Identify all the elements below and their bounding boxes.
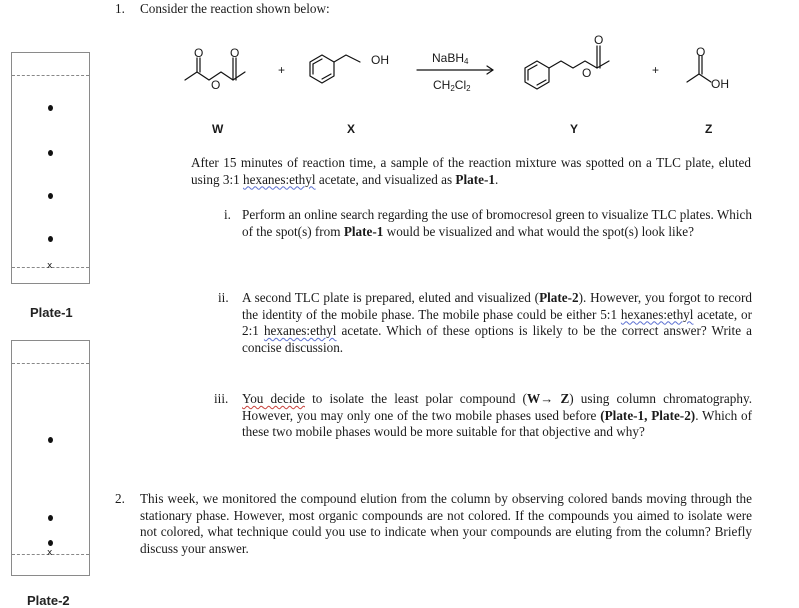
ester-o-carbonyl: O [594,33,604,47]
alcohol-oh-label: OH [371,53,389,67]
solvent-part-a: CH [433,78,451,92]
tlc-spot [48,150,53,156]
sub-i-a: Perform an online search regarding the use of bromocresol green to visualize TLC plates. Which of the spot(s) from [242,207,752,239]
sub-iii-wz: W→ Z [526,391,570,406]
plate-2-label: Plate-2 [27,593,70,608]
tlc-spot [48,437,53,443]
sub-iii-c: . Which of these two mobile phases would be more suitable for that objective and why? [242,407,752,440]
sub-i-plate: Plate-1 [343,223,384,239]
sub-i-b: would be visualized and what would the spot(s) look like? [383,223,694,239]
subquestion-ii-text [242,290,752,356]
plate-1-label: Plate-1 [30,305,73,320]
sub-iii-a: to isolate the least polar compound ( [304,391,527,406]
tlc-spot [48,193,53,199]
compound-label-x: X [347,122,356,136]
reagent-nabh4 [432,51,468,66]
sub-ii-a: A second TLC plate is prepared, eluted and visualized ( [242,290,540,305]
sub-iii-decide: decide [263,391,305,406]
tlc-plate-1 [11,52,90,284]
compound-label-y: Y [570,122,579,136]
question-2-number: 2. [115,491,125,506]
sub-ii-b: ). However, you forgot to record the identity of the mobile phase. The mobile phase could be either 5:1 [242,290,752,322]
tlc-plate-2 [11,340,90,576]
sub-iii-plates: (Plate-1, Plate-2) [600,407,696,423]
plus-sign: + [278,63,286,77]
subquestion-iii-text [242,391,752,441]
ester-o-bridge: O [582,66,592,80]
compound-z-structure [687,56,711,82]
reagent-nabh4-sub: 4 [464,57,469,66]
sub-iii-you: You [242,391,264,406]
solvent-front-line [12,363,89,364]
question-1-number: 1. [115,1,125,16]
context-text-a: After 15 minutes of reaction time, a sample of the reaction mixture was spotted on a TLC plate, eluted using 3:1 [191,155,751,187]
solvent-part-b: Cl [454,78,467,92]
reaction-arrow [417,66,493,74]
solvent-sub-1: 2 [450,84,455,93]
tlc-spot [48,515,53,521]
reaction-context-paragraph [191,155,751,188]
origin-mark: x [47,261,53,271]
sub-ii-hexanes-1: hexanes:ethyl [620,306,694,322]
context-hexanes: hexanes:ethyl [243,171,316,187]
subquestion-iii-number: iii. [214,391,229,406]
acid-oh-label: OH [711,77,729,91]
subquestion-i-text [242,207,752,240]
sub-ii-c: acetate, or 2:1 [242,306,752,339]
acid-o-carbonyl: O [696,45,706,59]
origin-mark: x [47,548,53,558]
sub-ii-hexanes-2: hexanes:ethyl [263,323,337,339]
solvent-sub-2: 2 [466,84,471,93]
tlc-spot [48,540,53,546]
compound-label-w: W [212,122,224,136]
question-2-text: This week, we monitored the compound elution from the column by observing colored bands moving through the stationary phase. However, most organic compounds are not colored. If the compounds you aimed to isolate were not colored, what technique could you use to indicate when your compounds are eluting from the column? Briefly discuss your answer. [140,491,752,556]
context-text-b: acetate, and visualized as [315,171,456,187]
compound-w-structure [185,58,245,80]
context-end: . [494,171,499,187]
context-plate: Plate-1 [455,171,495,187]
solvent-front-line [12,75,89,76]
tlc-spot [48,236,53,242]
sub-ii-d: acetate. Which of these options is likely to be the correct answer? Write a concise discussion. [242,323,752,355]
solvent-ch2cl2 [433,78,471,93]
compound-x-structure [310,55,360,83]
subquestion-ii-number: ii. [218,290,229,305]
reagent-nabh4-base: NaBH [432,51,465,65]
compound-label-z: Z [705,122,713,136]
compound-y-structure [525,46,609,89]
question-1-prompt: Consider the reaction shown below: [140,1,330,16]
sub-ii-plate: Plate-2 [539,290,579,305]
anhydride-o-bridge: O [211,78,221,92]
anhydride-o-right: O [230,46,240,60]
anhydride-o-left: O [194,46,204,60]
subquestion-i-number: i. [224,207,231,222]
tlc-spot [48,105,53,111]
sub-iii-b: ) using column chromatography. However, you may only one of the two mobile phases used before [242,391,752,423]
plus-sign: + [652,63,660,77]
